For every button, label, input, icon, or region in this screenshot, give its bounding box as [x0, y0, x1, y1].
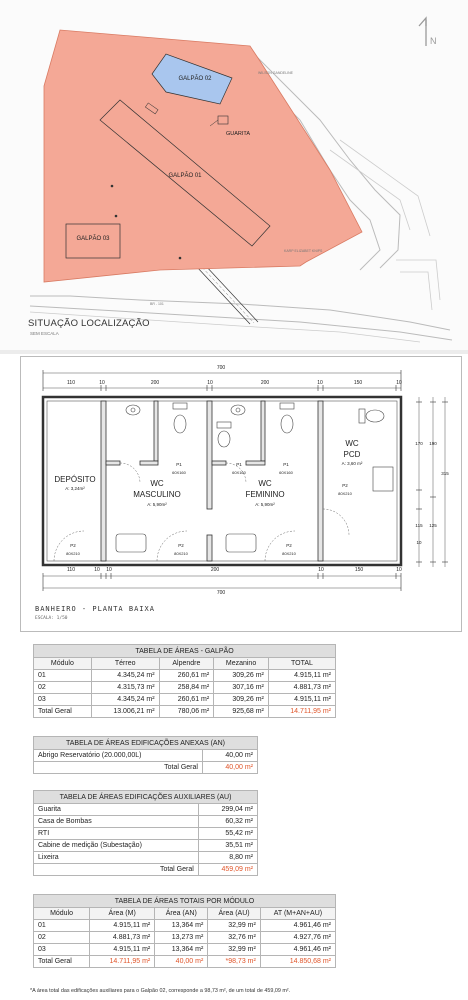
cell: 4.961,46 m²	[260, 920, 335, 932]
table-row	[34, 804, 258, 816]
door-tag-p2-deposito: P2	[70, 543, 76, 548]
table-areas-anexas	[33, 736, 258, 774]
table-title: TABELA DE ÁREAS TOTAIS POR MÓDULO	[34, 895, 336, 908]
cell: RTI	[34, 828, 199, 840]
room-wc-pcd-area: A: 3,60 m²	[341, 461, 363, 466]
room-wc-pcd-1: WC	[345, 439, 359, 448]
table-title: TABELA DE ÁREAS EDIFICAÇÕES AUXILIARES (AU)	[34, 791, 258, 804]
cell: 8,80 m²	[198, 852, 257, 864]
table-total-row	[34, 956, 336, 968]
door-tag-p2-fem: P2	[286, 543, 292, 548]
table-areas-auxiliares	[33, 790, 258, 876]
cell: 925,68 m²	[214, 706, 269, 718]
table-row	[34, 828, 258, 840]
cell: 4.881,73 m²	[90, 932, 155, 944]
site-plan-subtitle: SEM ESCALA	[30, 331, 59, 336]
cell: 35,51 m²	[198, 840, 257, 852]
cell: 4.927,76 m²	[260, 932, 335, 944]
cell-total: 14.850,68 m²	[260, 956, 335, 968]
cell: 13.006,21 m²	[91, 706, 159, 718]
dim-right-4: 115	[415, 523, 423, 528]
cell: 260,61 m²	[159, 670, 214, 682]
cell-total: 14.711,95 m²	[90, 956, 155, 968]
door-tag-p2-pcd: P2	[342, 483, 348, 488]
dim-top-3: 200	[150, 380, 160, 386]
cell: 258,84 m²	[159, 682, 214, 694]
section-divider	[0, 350, 468, 354]
br-road-label: BR - 101	[150, 302, 164, 306]
room-deposito: DEPÓSITO	[54, 475, 96, 484]
cell: 03	[34, 694, 92, 706]
dim-bottom-4: 200	[210, 567, 220, 573]
table-row	[34, 932, 336, 944]
cell: 4.961,46 m²	[260, 944, 335, 956]
bathroom-floor-plan	[20, 356, 462, 632]
cell: 13,364 m²	[155, 920, 208, 932]
cell: 309,26 m²	[214, 694, 269, 706]
dim-top-7: 150	[353, 380, 363, 386]
cell: 309,26 m²	[214, 670, 269, 682]
table-row	[34, 816, 258, 828]
floor-plan-title: BANHEIRO - PLANTA BAIXA	[35, 605, 155, 613]
table-row	[34, 840, 258, 852]
table-row	[34, 694, 336, 706]
dim-bottom-5: 10	[318, 567, 324, 573]
cell: Lixeira	[34, 852, 199, 864]
dim-top-6: 10	[317, 380, 323, 386]
table-areas-galpao	[33, 644, 336, 718]
door-tag-p2-masc: P2	[178, 543, 184, 548]
room-wc-feminino-area: A: 5,90m²	[255, 502, 275, 507]
cell: 55,42 m²	[198, 828, 257, 840]
table-total-row	[34, 864, 258, 876]
cell: Total Geral	[34, 864, 199, 876]
cell: 299,04 m²	[198, 804, 257, 816]
cell-total: 40,00 m²	[155, 956, 208, 968]
site-plan-title: SITUAÇÃO LOCALIZAÇÃO	[28, 318, 150, 329]
cell: 40,00 m²	[202, 750, 257, 762]
street-label-1: WILSON GANDELINE	[258, 71, 294, 75]
cell: 32,99 m²	[208, 944, 261, 956]
guarita-label: GUARITA	[225, 131, 251, 137]
cell: Total Geral	[34, 706, 92, 718]
dim-top-4: 10	[207, 380, 213, 386]
table-row	[34, 750, 258, 762]
cell-total: 459,09 m²	[198, 864, 257, 876]
col-header: Módulo	[34, 908, 90, 920]
cell: 4.915,11 m²	[90, 944, 155, 956]
dim-bottom-6: 150	[354, 567, 364, 573]
site-plan	[0, 0, 468, 352]
dim-top-8: 10	[396, 380, 402, 386]
cell: Guarita	[34, 804, 199, 816]
door-size-p2-pcd: 80X210	[338, 491, 352, 496]
room-wc-pcd-2: PCD	[343, 450, 361, 459]
cell: 4.915,11 m²	[90, 920, 155, 932]
col-header: TOTAL	[268, 658, 335, 670]
dim-top-5: 200	[260, 380, 270, 386]
dim-right-6: 10	[416, 540, 422, 545]
door-size-p1-fem-a: 60X160	[232, 470, 246, 475]
dim-bottom-1: 110	[67, 567, 75, 573]
cell: Casa de Bombas	[34, 816, 199, 828]
table-title: TABELA DE ÁREAS EDIFICAÇÕES ANEXAS (AN)	[34, 737, 258, 750]
cell: 4.345,24 m²	[91, 694, 159, 706]
dim-right-3: 315	[441, 471, 449, 476]
door-tag-p1-masc: P1	[176, 462, 182, 467]
table-row	[34, 920, 336, 932]
dim-right-5: 125	[429, 523, 437, 528]
dim-bottom-7: 10	[396, 567, 402, 573]
dim-top-1: 110	[67, 380, 75, 386]
cell: 780,06 m²	[159, 706, 214, 718]
col-header: Área (AU)	[208, 908, 261, 920]
door-tag-p1-fem-b: P1	[283, 462, 289, 467]
floor-plan-scale: ESCALA: 1/50	[35, 616, 68, 621]
cell: Cabine de medição (Subestação)	[34, 840, 199, 852]
room-wc-masculino-2: MASCULINO	[133, 490, 181, 499]
room-deposito-area: A: 3,24m²	[65, 486, 85, 491]
dim-total-bottom: 700	[216, 590, 226, 596]
dim-right-1: 170	[415, 441, 423, 446]
cell: 01	[34, 670, 92, 682]
table-row	[34, 944, 336, 956]
door-size-p2-masc: 80X210	[174, 551, 188, 556]
galpao-03-label: GALPÃO 03	[76, 236, 110, 242]
cell-total: 40,00 m²	[202, 762, 257, 774]
dim-bottom-3: 10	[106, 567, 112, 573]
room-wc-feminino-2: FEMININO	[245, 490, 285, 499]
door-size-p1-masc: 60X160	[172, 470, 186, 475]
room-wc-masculino-area: A: 5,90m²	[147, 502, 167, 507]
door-size-p2-fem: 80X210	[282, 551, 296, 556]
cell: 4.315,73 m²	[91, 682, 159, 694]
table-row	[34, 852, 258, 864]
cell: 13,273 m²	[155, 932, 208, 944]
street-label-2: KARP ELIZABET KNIPS	[284, 249, 323, 253]
col-header: Alpendre	[159, 658, 214, 670]
cell: 4.915,11 m²	[268, 670, 335, 682]
galpao-02-label: GALPÃO 02	[178, 76, 212, 82]
cell: Total Geral	[34, 956, 90, 968]
dim-total-top: 700	[216, 365, 226, 371]
table-areas-totais	[33, 894, 336, 968]
dim-bottom-2: 10	[94, 567, 100, 573]
cell: 4.345,24 m²	[91, 670, 159, 682]
cell: Total Geral	[34, 762, 203, 774]
cell-total: *98,73 m²	[208, 956, 261, 968]
galpao-01-label: GALPÃO 01	[168, 173, 202, 179]
dim-top-2: 10	[99, 380, 105, 386]
cell: 03	[34, 944, 90, 956]
room-wc-feminino-1: WC	[258, 479, 272, 488]
site-plan-drawing	[0, 0, 468, 352]
col-header: Mezanino	[214, 658, 269, 670]
door-tag-p1-fem-a: P1	[236, 462, 242, 467]
table-total-row	[34, 762, 258, 774]
table-total-row	[34, 706, 336, 718]
table-row	[34, 682, 336, 694]
dim-right-2: 190	[429, 441, 437, 446]
door-size-p2-deposito: 80X210	[66, 551, 80, 556]
col-header: AT (M+AN+AU)	[260, 908, 335, 920]
footnote: *A área total das edificações auxiliares para o Galpão 02, corresponde a 98,73 m², de um total de 459,09 m².	[30, 988, 291, 994]
cell: 02	[34, 932, 90, 944]
cell: 60,32 m²	[198, 816, 257, 828]
table-title: TABELA DE ÁREAS - GALPÃO	[34, 645, 336, 658]
table-row	[34, 670, 336, 682]
cell: 4.881,73 m²	[268, 682, 335, 694]
door-size-p1-fem-b: 60X160	[279, 470, 293, 475]
cell: 260,61 m²	[159, 694, 214, 706]
cell-total: 14.711,95 m²	[268, 706, 335, 718]
col-header: Área (M)	[90, 908, 155, 920]
north-label: N	[430, 36, 437, 46]
cell: Abrigo Reservatório (20.000,00L)	[34, 750, 203, 762]
col-header: Módulo	[34, 658, 92, 670]
cell: 02	[34, 682, 92, 694]
col-header: Térreo	[91, 658, 159, 670]
cell: 307,16 m²	[214, 682, 269, 694]
cell: 13,364 m²	[155, 944, 208, 956]
cell: 4.915,11 m²	[268, 694, 335, 706]
cell: 32,99 m²	[208, 920, 261, 932]
cell: 01	[34, 920, 90, 932]
col-header: Área (AN)	[155, 908, 208, 920]
cell: 32,76 m²	[208, 932, 261, 944]
room-wc-masculino-1: WC	[150, 479, 164, 488]
